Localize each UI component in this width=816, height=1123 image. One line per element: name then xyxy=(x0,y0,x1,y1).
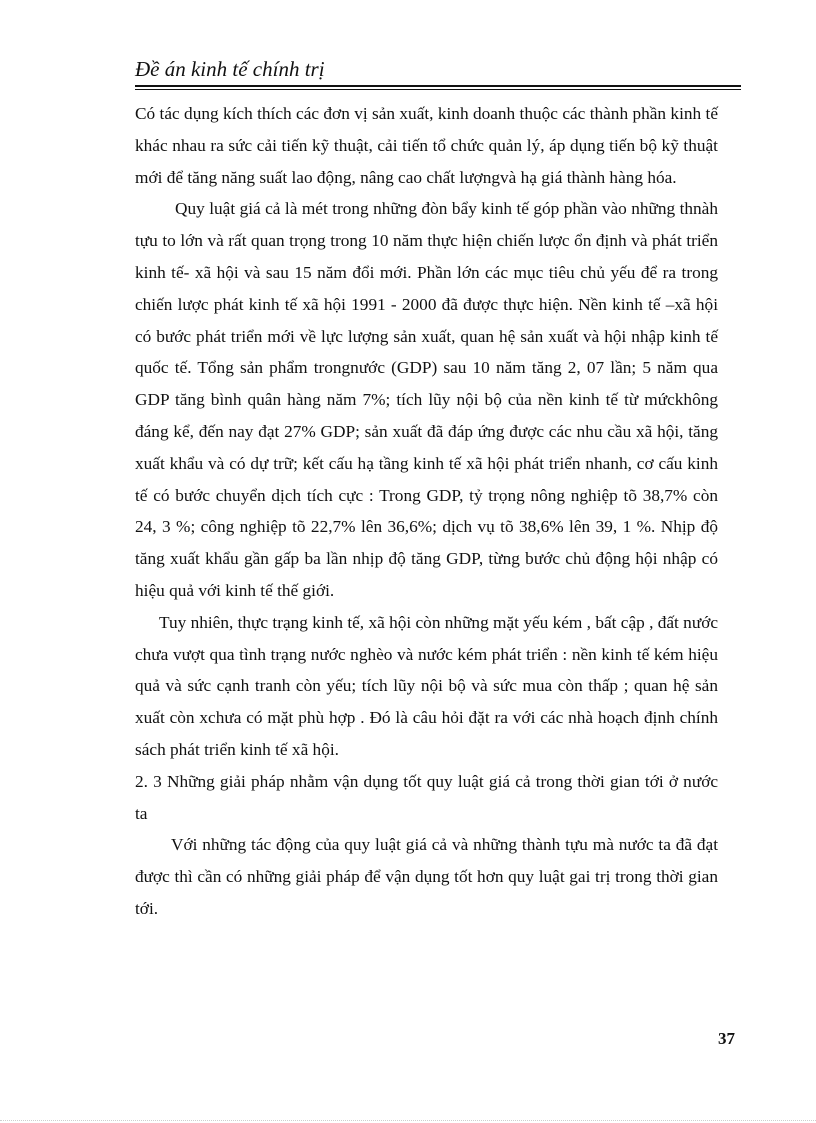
page-number: 37 xyxy=(718,1029,735,1048)
header-divider-thin xyxy=(135,89,741,90)
paragraph-effects: Có tác dụng kích thích các đơn vị sản xuất, kinh doanh thuộc các thành phần kinh tế khác nhau ra sức cải tiến kỹ thuật, cải tiến tổ chức quản lý, áp dụng tiến bộ kỹ thuật mới để tăng năng suất lao động, nâng cao chất lượngvà hạ giá thành hàng hóa. xyxy=(135,104,718,187)
page-header xyxy=(135,56,741,90)
paragraph-solutions: Với những tác động của quy luật giá cả và những thành tựu mà nước ta đã đạt được thì cần có những giải pháp để vận dụng tốt hơn quy luật gai trị trong thời gian tới. xyxy=(135,835,718,918)
footer-divider xyxy=(0,1120,816,1122)
paragraph-limitations: Tuy nhiên, thực trạng kinh tế, xã hội còn những mặt yếu kém , bất cập , đất nước chưa vượt qua tình trạng nước nghèo và nước kém phát triển : nền kinh tế kém hiệu quả và sức cạnh tranh còn yếu; tích lũy nội bộ và sức mua còn thấp ; quan hệ sản xuất còn xchưa có mặt phù hợp . Đó là câu hỏi đặt ra với các nhà hoạch định chính sách phát triển kinh tế xã hội. xyxy=(135,612,718,759)
page-body xyxy=(135,98,718,925)
section-heading: 2. 3 Những giải pháp nhằm vận dụng tốt quy luật giá cả trong thời gian tới ở nước ta xyxy=(135,771,718,823)
header-divider xyxy=(135,85,741,87)
document-title: Đề án kinh tế chính trị xyxy=(135,57,325,81)
paragraph-price-law: Quy luật giá cả là mét trong những đòn bẩy kinh tế góp phần vào những thnàh tựu to lớn và rất quan trọng trong 10 năm thực hiện chiến lược ổn định và phát triển kinh tế- xã hội và sau 15 năm đổi mới. Phần lớn các mục tiêu chủ yếu để ra trong chiến lược phát kinh tế xã hội 1991 - 2000 đã được thực hiện. Nền kinh tế –xã hội có bước phát triển mới về lực lượng sản xuất, quan hệ sản xuất và hội nhập kinh tế quốc tế. Tổng sản phẩm trongnước (GDP) sau 10 năm tăng 2, 07 lần; 5 năm qua GDP tăng bình quân hàng năm 7%; tích lũy nội bộ của nền kinh tế từ mứckhông đáng kể, đến nay đạt 27% GDP; sản xuất đã đáp ứng được các nhu cầu xã hội, tăng xuất khẩu và có dự trữ; kết cấu hạ tầng kinh tế xã hội phát triển nhanh, cơ cấu kinh tế có bước chuyển dịch tích cực : Trong GDP, tỷ trọng nông nghiệp tõ 38,7% còn 24, 3 %; công nghiệp tõ 22,7% lên 36,6%; dịch vụ tõ 38,6% lên 39, 1 %. Nhịp độ tăng xuất khẩu gần gấp ba lần nhịp độ tăng GDP, từng bước chủ động hội nhập có hiệu quả với kinh tế thế giới. xyxy=(135,199,718,600)
